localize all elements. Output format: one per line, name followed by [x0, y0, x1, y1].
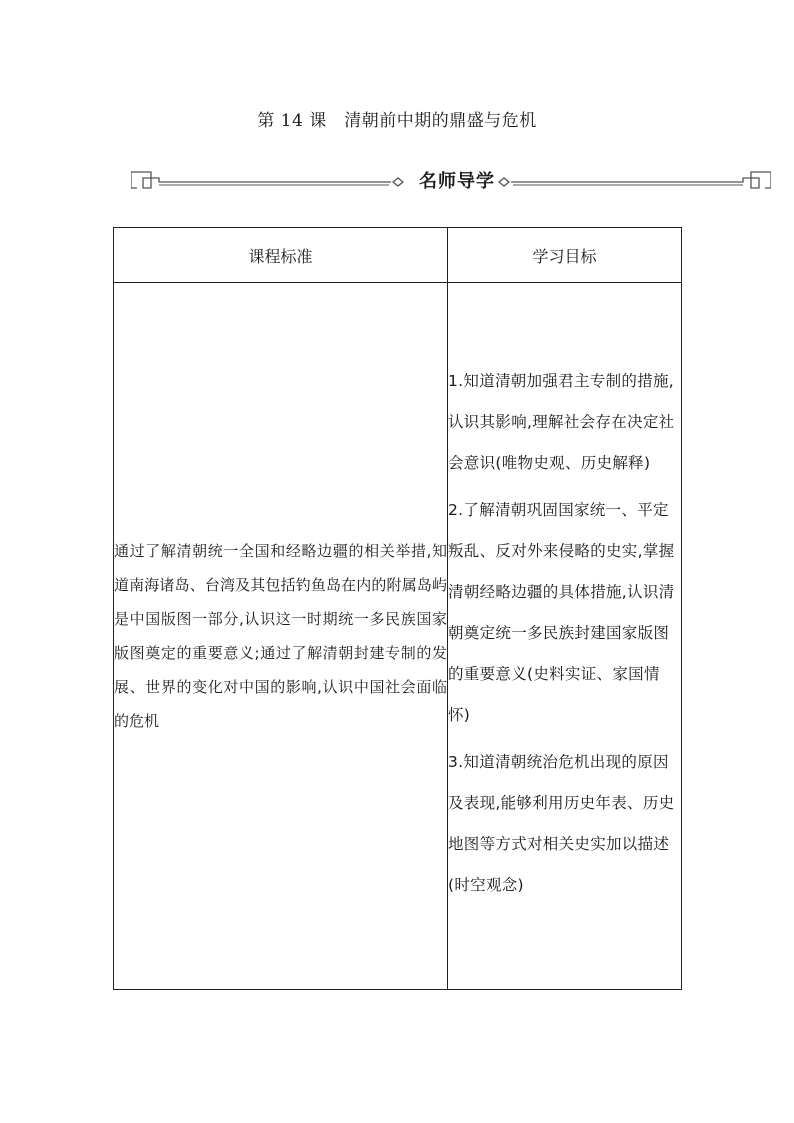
learning-objectives-cell: [448, 283, 682, 990]
banner-label: 名师导学: [419, 171, 495, 192]
page-title: 第 14 课 清朝前中期的鼎盛与危机: [257, 111, 537, 131]
table-header-row: [114, 228, 682, 283]
header-curriculum-standard: 课程标准: [114, 228, 448, 283]
objective-item-1: 1.知道清朝加强君主专制的措施,认识其影响,理解社会存在决定社会意识(唯物史观、历史解释): [448, 371, 675, 472]
curriculum-table: [113, 227, 682, 990]
section-banner: [131, 168, 771, 196]
objective-item-3: 3.知道清朝统治危机出现的原因及表现,能够利用历史年表、历史地图等方式对相关史实加以描述(时空观念): [448, 752, 675, 894]
header-learning-objectives: 学习目标: [448, 228, 682, 283]
table-row: [114, 283, 682, 990]
objective-item-2: 2.了解清朝巩固国家统一、平定叛乱、反对外来侵略的史实,掌握清朝经略边疆的具体措施,认识清朝奠定统一多民族封建国家版图的重要意义(史料实证、家国情怀): [448, 500, 675, 724]
curriculum-standard-text: 通过了解清朝统一全国和经略边疆的相关举措,知道南海诸岛、台湾及其包括钓鱼岛在内的附属岛屿是中国版图一部分,认识这一时期统一多民族国家版图奠定的重要意义;通过了解清朝封建专制的发展、世界的变化对中国的影响,认识中国社会面临的危机: [114, 283, 448, 990]
